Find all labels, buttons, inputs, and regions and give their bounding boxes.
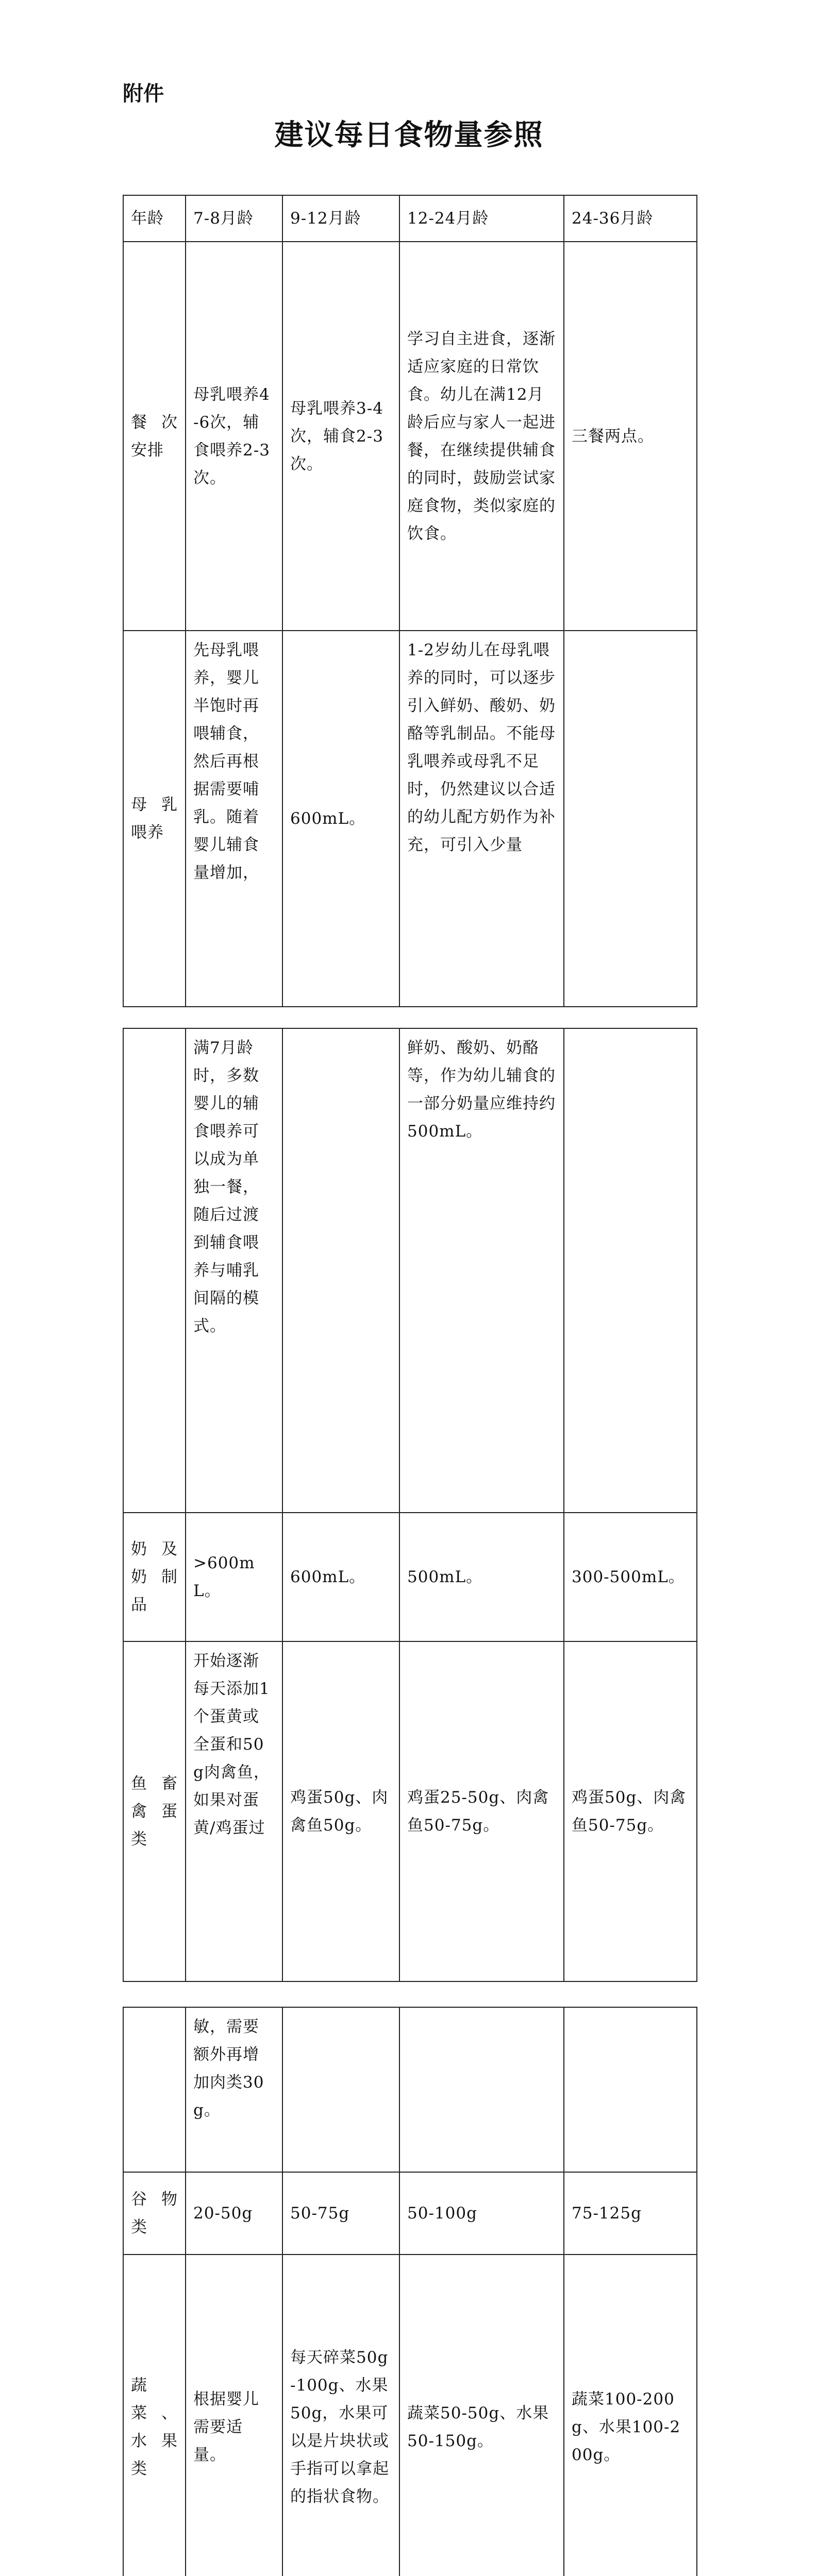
cell-protein-24-36: 鸡蛋50g、肉禽鱼50-75g。 xyxy=(564,1641,697,1981)
cell-protein-9-12: 鸡蛋50g、肉禽鱼50g。 xyxy=(282,1641,399,1981)
row-label-vegfruit: 蔬菜、水果类 xyxy=(123,2255,186,2576)
cell-meals-24-36: 三餐两点。 xyxy=(564,242,697,631)
table-row-breastfeeding xyxy=(123,631,697,1007)
cell-breastfeeding-12-24-cont: 鲜奶、酸奶、奶酪等，作为幼儿辅食的一部分奶量应维持约500mL。 xyxy=(399,1028,564,1513)
cell-vegfruit-9-12: 每天碎菜50g-100g、水果50g，水果可以是片块状或手指可以拿起的指状食物。 xyxy=(282,2255,399,2576)
row-label-breastfeeding: 母乳喂养 xyxy=(123,631,186,1007)
cell-vegfruit-12-24: 蔬菜50-50g、水果50-150g。 xyxy=(399,2255,564,2576)
header-9-12: 9-12月龄 xyxy=(282,195,399,242)
cell-vegfruit-24-36: 蔬菜100-200g、水果100-200g。 xyxy=(564,2255,697,2576)
table-row-protein-cont xyxy=(123,2007,697,2172)
table-row-vegfruit xyxy=(123,2255,697,2576)
table-row-meals xyxy=(123,242,697,631)
cell-breastfeeding-12-24: 1-2岁幼儿在母乳喂养的同时，可以逐步引入鲜奶、酸奶、奶酪等乳制品。不能母乳喂养或母乳不足时，仍然建议以合适的幼儿配方奶作为补充，可引入少量 xyxy=(399,631,564,1007)
header-12-24: 12-24月龄 xyxy=(399,195,564,242)
header-24-36: 24-36月龄 xyxy=(564,195,697,242)
row-label-protein: 鱼畜禽蛋类 xyxy=(123,1641,186,1981)
cell-meals-12-24: 学习自主进食，逐渐适应家庭的日常饮食。幼儿在满12月龄后应与家人一起进餐，在继续提供辅食的同时，鼓励尝试家庭食物，类似家庭的饮食。 xyxy=(399,242,564,631)
cell-dairy-12-24: 500mL。 xyxy=(399,1513,564,1641)
table-row-dairy xyxy=(123,1513,697,1641)
cell-protein-7-8: 开始逐渐每天添加1个蛋黄或全蛋和50g肉禽鱼，如果对蛋黄/鸡蛋过 xyxy=(186,1641,282,1981)
cell-grains-9-12: 50-75g xyxy=(282,2172,399,2255)
cell-breastfeeding-24-36-cont xyxy=(564,1028,697,1513)
cell-meals-9-12: 母乳喂养3-4次，辅食2-3次。 xyxy=(282,242,399,631)
cell-meals-7-8: 母乳喂养4-6次，辅食喂养2-3次。 xyxy=(186,242,282,631)
row-label-dairy: 奶及奶制品 xyxy=(123,1513,186,1641)
table-row-breastfeeding-cont xyxy=(123,1028,697,1513)
table-row-grains xyxy=(123,2172,697,2255)
attachment-label: 附件 xyxy=(123,82,164,106)
header-age: 年龄 xyxy=(123,195,186,242)
cell-protein-7-8-cont: 敏，需要额外再增加肉类30g。 xyxy=(186,2007,282,2172)
page-title: 建议每日食物量参照 xyxy=(274,118,544,152)
food-reference-table-part2 xyxy=(123,1028,697,1982)
cell-protein-9-12-cont xyxy=(282,2007,399,2172)
header-7-8: 7-8月龄 xyxy=(186,195,282,242)
food-reference-table-part1 xyxy=(123,195,697,1007)
row-label-grains: 谷物类 xyxy=(123,2172,186,2255)
cell-vegfruit-7-8: 根据婴儿需要适量。 xyxy=(186,2255,282,2576)
cell-breastfeeding-24-36 xyxy=(564,631,697,1007)
cell-grains-12-24: 50-100g xyxy=(399,2172,564,2255)
table-row-protein xyxy=(123,1641,697,1981)
cell-breastfeeding-7-8-cont: 满7月龄时，多数婴儿的辅食喂养可以成为单独一餐，随后过渡到辅食喂养与哺乳间隔的模式。 xyxy=(186,1028,282,1513)
cell-protein-12-24: 鸡蛋25-50g、肉禽鱼50-75g。 xyxy=(399,1641,564,1981)
cell-protein-24-36-cont xyxy=(564,2007,697,2172)
food-reference-table-part3 xyxy=(123,2007,697,2576)
row-label-meals: 餐次安排 xyxy=(123,242,186,631)
cell-grains-7-8: 20-50g xyxy=(186,2172,282,2255)
row-label-protein-cont xyxy=(123,2007,186,2172)
cell-protein-12-24-cont xyxy=(399,2007,564,2172)
cell-grains-24-36: 75-125g xyxy=(564,2172,697,2255)
cell-dairy-9-12: 600mL。 xyxy=(282,1513,399,1641)
cell-dairy-7-8: >600mL。 xyxy=(186,1513,282,1641)
row-label-breastfeeding-cont xyxy=(123,1028,186,1513)
cell-breastfeeding-9-12-cont xyxy=(282,1028,399,1513)
cell-breastfeeding-7-8: 先母乳喂养，婴儿半饱时再喂辅食，然后再根据需要哺乳。随着婴儿辅食量增加， xyxy=(186,631,282,1007)
table-header-row xyxy=(123,195,697,242)
cell-dairy-24-36: 300-500mL。 xyxy=(564,1513,697,1641)
cell-breastfeeding-9-12: 600mL。 xyxy=(282,631,399,1007)
